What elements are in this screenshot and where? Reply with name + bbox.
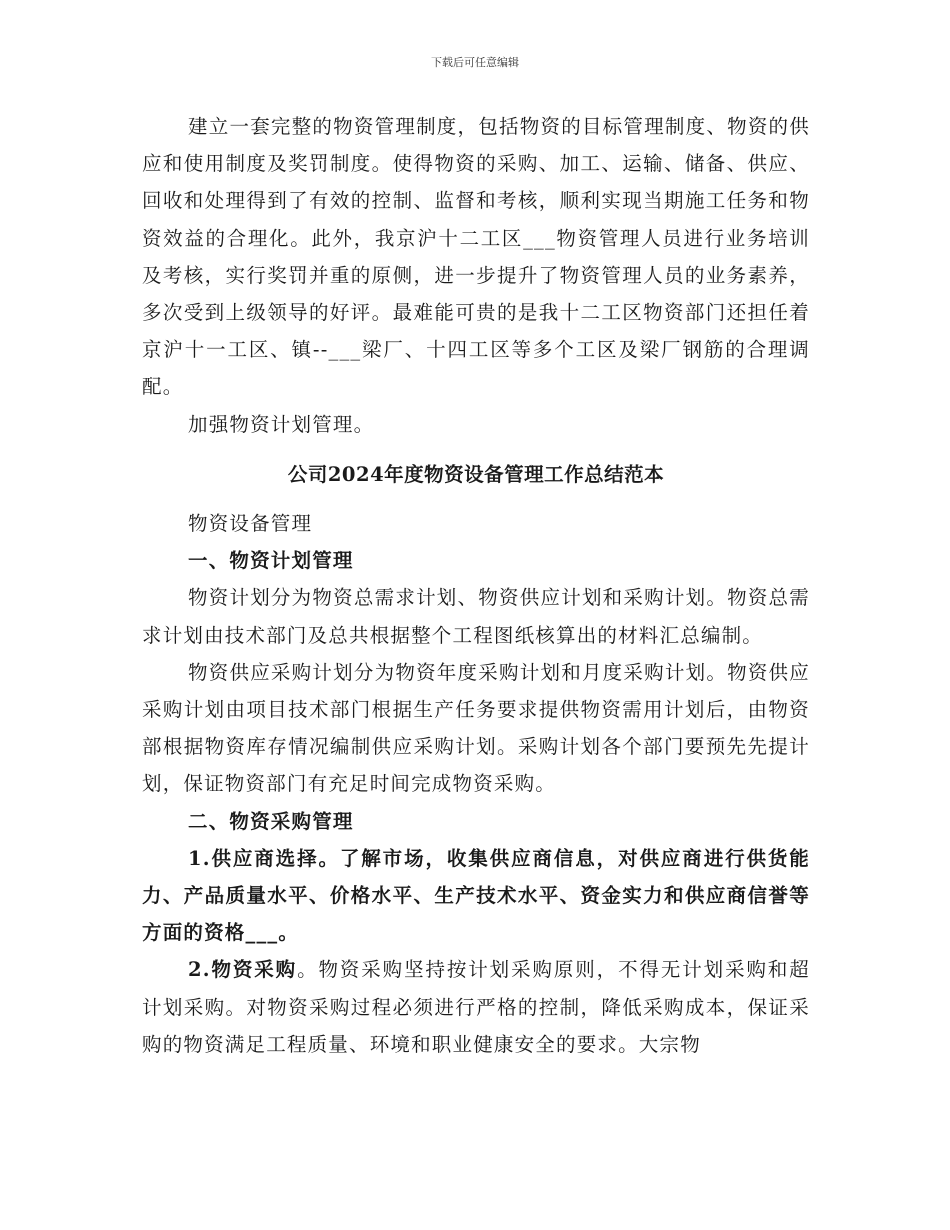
section1-paragraph-1: 物资计划分为物资总需求计划、物资供应计划和采购计划。物资总需求计划由技术部门及总共根据整个工程图纸核算出的材料汇总编制。 [142,586,810,647]
section2-item-1: 1.供应商选择。了解市场，收集供应商信息，对供应商进行供货能力、产品质量水平、价格水平、生产技术水平、资金实力和供应商信誉等方面的资格___。 [142,846,810,945]
section1-paragraph-2: 物资供应采购计划分为物资年度采购计划和月度采购计划。物资供应采购计划由项目技术部门根据生产任务要求提供物资需用计划后，由物资部根据物资库存情况编制供应采购计划。采购计划各个部门要预先先提计划，保证物资部门有充足时间完成物资采购。 [142,660,810,796]
section2-item-2-lead: 2.物资采购 [188,958,298,982]
page-header: 下载后可任意编辑 [431,56,519,69]
section1-heading: 一、物资计划管理 [188,549,354,573]
document-title: 公司2024年度物资设备管理工作总结范本 [287,462,665,486]
section2-item-2-text: 。物资采购坚持按计划采购原则，不得无计划采购和超计划采购。对物资采购过程必须进行严格的控制，降低采购成本，保证采购的物资满足工程质量、环境和职业健康安全的要求。大宗物 [142,958,810,1056]
section-intro: 物资设备管理 [188,512,313,536]
section2-heading: 二、物资采购管理 [188,809,354,833]
section2-item-2 [142,951,810,1063]
document-body [142,108,810,1063]
paragraph-material-system: 建立一套完整的物资管理制度，包括物资的目标管理制度、物资的供应和使用制度及奖罚制度。使得物资的采购、加工、运输、储备、供应、回收和处理得到了有效的控制、监督和考核，顺利实现当期施工任务和物资效益的合理化。此外，我京沪十二工区___物资管理人员进行业务培训及考核，实行奖罚并重的原侧，进一步提升了物资管理人员的业务素养，多次受到上级领导的好评。最难能可贵的是我十二工区物资部门还担任着京沪十一工区、镇--___梁厂、十四工区等多个工区及梁厂钢筋的合理调配。 [142,115,810,399]
paragraph-plan-management: 加强物资计划管理。 [188,412,375,436]
